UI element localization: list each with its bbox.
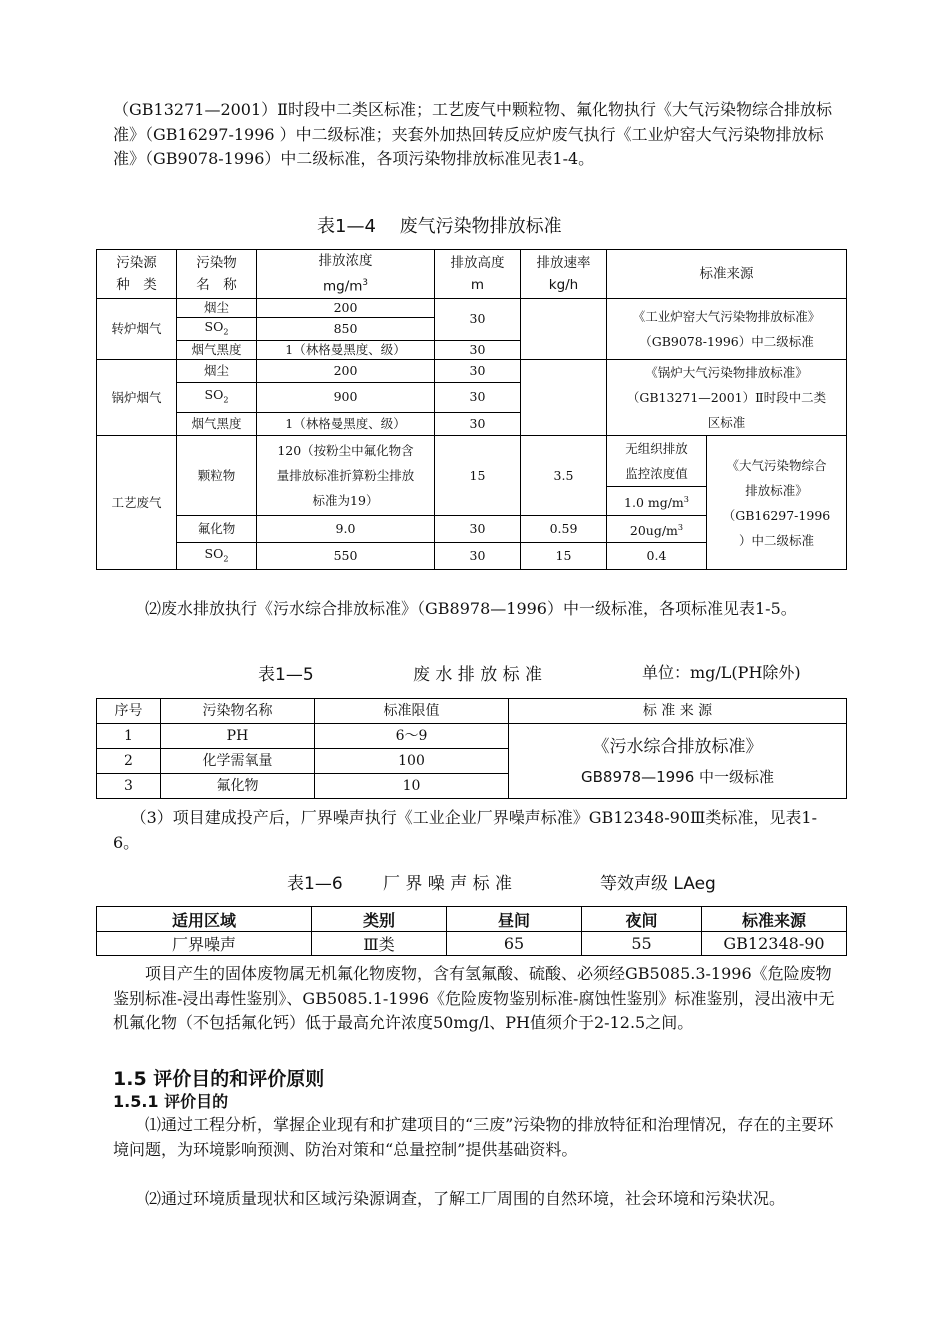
t5-row1-name: PH [161,724,315,749]
process-fluoride-rate: 0.59 [521,516,607,543]
t5-row3-name: 氟化物 [161,774,315,799]
process-so2-conc: 550 [257,543,435,570]
header-rate: 排放速率 kg/h [521,250,607,299]
t5-header-limit: 标准限值 [315,699,509,724]
furnace-smoke-name: 烟气黑度 [177,341,257,360]
t6-header-standard: 标准来源 [702,907,847,932]
process-fluoride-name: 氟化物 [177,516,257,543]
table-1-5-caption-title: 废 水 排 放 标 准 [413,665,543,685]
noise-standards-table [96,906,847,956]
objective-paragraph-2: ⑵通过环境质量现状和区域污染源调查，了解工厂周围的自然环境，社会环境和污染状况。 [145,1189,786,1208]
furnace-rate-empty [521,298,607,360]
t6-header-night: 夜间 [582,907,702,932]
table-1-4-caption: 表1—4 废气污染物排放标准 [317,216,562,237]
t5-row2-no: 2 [97,749,161,774]
t5-row3-limit: 10 [315,774,509,799]
furnace-smoke-height: 30 [435,341,521,360]
boiler-so2-name: $SO_2$ [177,383,257,412]
boiler-dust-name: 烟尘 [177,360,257,383]
t5-row3-no: 3 [97,774,161,799]
header-concentration: 排放浓度 $mg/m^3$ [257,250,435,299]
furnace-standard: 《工业炉窑大气污染物排放标准》 （GB9078-1996）中二级标准 [607,298,847,360]
t5-header-name: 污染物名称 [161,699,315,724]
boiler-smoke-name: 烟气黑度 [177,412,257,436]
boiler-dust-height: 30 [435,360,521,383]
table-1-5-caption-unit: 单位：mg/L(PH除外) [642,663,801,682]
t6-night: 55 [582,932,702,956]
process-standard: 《大气污染物综合 排放标准》 （GB16297-1996 ）中二级标准 [707,436,847,570]
furnace-smoke-conc: 1（林格曼黑度、级） [257,341,435,360]
t5-header-no: 序号 [97,699,161,724]
t5-row1-no: 1 [97,724,161,749]
t6-area: 厂界噪声 [97,932,312,956]
boiler-standard: 《锅炉大气污染物排放标准》 （GB13271—2001）Ⅱ时段中二类 区标准 [607,360,847,436]
process-source: 工艺废气 [97,436,177,570]
process-so2-name: $SO_2$ [177,543,257,570]
t5-row2-name: 化学需氧量 [161,749,315,774]
furnace-so2-conc: 850 [257,317,435,341]
furnace-height-merged: 30 [435,298,521,341]
process-so2-fugitive: 0.4 [607,543,707,570]
table-1-5-caption-number: 表1—5 [258,665,314,685]
emission-standards-table [96,249,847,570]
furnace-so2-name: $SO_2$ [177,317,257,341]
header-source-type: 污染源 种 类 [97,250,177,299]
t6-day: 65 [447,932,582,956]
header-height: 排放高度 m [435,250,521,299]
noise-paragraph: （3）项目建成投产后，厂界噪声执行《工业企业厂界噪声标准》GB12348-90Ⅲ类标准，见表1-6。 [113,808,817,852]
t6-standard: GB12348-90 [702,932,847,956]
process-particulate-conc: 120（按粉尘中氟化物含 量排放标准折算粉尘排放 标准为19） [257,436,435,516]
boiler-so2-height: 30 [435,383,521,412]
t6-header-area: 适用区域 [97,907,312,932]
table-1-6-caption-title: 厂 界 噪 声 标 准 [383,874,513,894]
boiler-dust-conc: 200 [257,360,435,383]
t5-standard: 《污水综合排放标准》 GB8978—1996 中一级标准 [509,724,847,799]
boiler-smoke-conc: 1（林格曼黑度、级） [257,412,435,436]
process-fugitive-value: 1.0 $mg/m^3$ [607,487,707,516]
furnace-source: 转炉烟气 [97,298,177,360]
t5-header-standard: 标 准 来 源 [509,699,847,724]
objective-paragraph-1: ⑴通过工程分析，掌握企业现有和扩建项目的“三废”污染物的排放特征和治理情况，存在的主要环境问题，为环境影响预测、防治对策和“总量控制”提供基础资料。 [113,1115,834,1159]
boiler-source: 锅炉烟气 [97,360,177,436]
process-particulate-height: 15 [435,436,521,516]
header-pollutant-name: 污染物 名 称 [177,250,257,299]
process-particulate-rate: 3.5 [521,436,607,516]
t5-row1-limit: 6～9 [315,724,509,749]
process-particulate-name: 颗粒物 [177,436,257,516]
t5-row2-limit: 100 [315,749,509,774]
t6-class: Ⅲ类 [312,932,447,956]
boiler-so2-conc: 900 [257,383,435,412]
table-1-6-caption-number: 表1—6 [287,874,343,894]
header-standard: 标准来源 [607,250,847,299]
furnace-dust-conc: 200 [257,298,435,317]
intro-paragraph: （GB13271—2001）Ⅱ时段中二类区标准；工艺废气中颗粒物、氟化物执行《大气污染物综合排放标准》（GB16297-1996 ）中二级标准；夹套外加热回转反应炉废气执行《工业炉窑大气污染物排放标准》（GB9078-1996）中二级标准，各项污染物排放标准见表1-4。 [113,100,833,168]
boiler-smoke-height: 30 [435,412,521,436]
process-fluoride-conc: 9.0 [257,516,435,543]
process-fluoride-fugitive: $20ug/m^3$ [607,516,707,543]
boiler-rate-empty [521,360,607,436]
process-so2-rate: 15 [521,543,607,570]
process-fugitive-label: 无组织排放 监控浓度值 [607,436,707,487]
solid-waste-paragraph: 项目产生的固体废物属无机氟化物废物，含有氢氟酸、硫酸、必须经GB5085.3-1996《危险废物鉴别标准-浸出毒性鉴别》、GB5085.1-1996《危险废物鉴别标准-腐蚀性鉴别》标准鉴别，浸出液中无机氟化物（不包括氟化钙）低于最高允许浓度50mg/l、PH值须介于2-12.5之间。 [113,964,835,1032]
t6-header-class: 类别 [312,907,447,932]
process-fluoride-height: 30 [435,516,521,543]
subsection-heading: 1.5.1 评价目的 [113,1092,229,1111]
wastewater-standards-table [96,698,847,799]
t6-header-day: 昼间 [447,907,582,932]
table-1-6-caption-unit: 等效声级 LAeg [600,874,716,894]
wastewater-paragraph: ⑵废水排放执行《污水综合排放标准》（GB8978—1996）中一级标准，各项标准见表1-5。 [145,599,797,618]
process-so2-height: 30 [435,543,521,570]
furnace-dust-name: 烟尘 [177,298,257,317]
section-heading: 1.5 评价目的和评价原则 [113,1068,325,1090]
table-header-row [97,250,847,299]
